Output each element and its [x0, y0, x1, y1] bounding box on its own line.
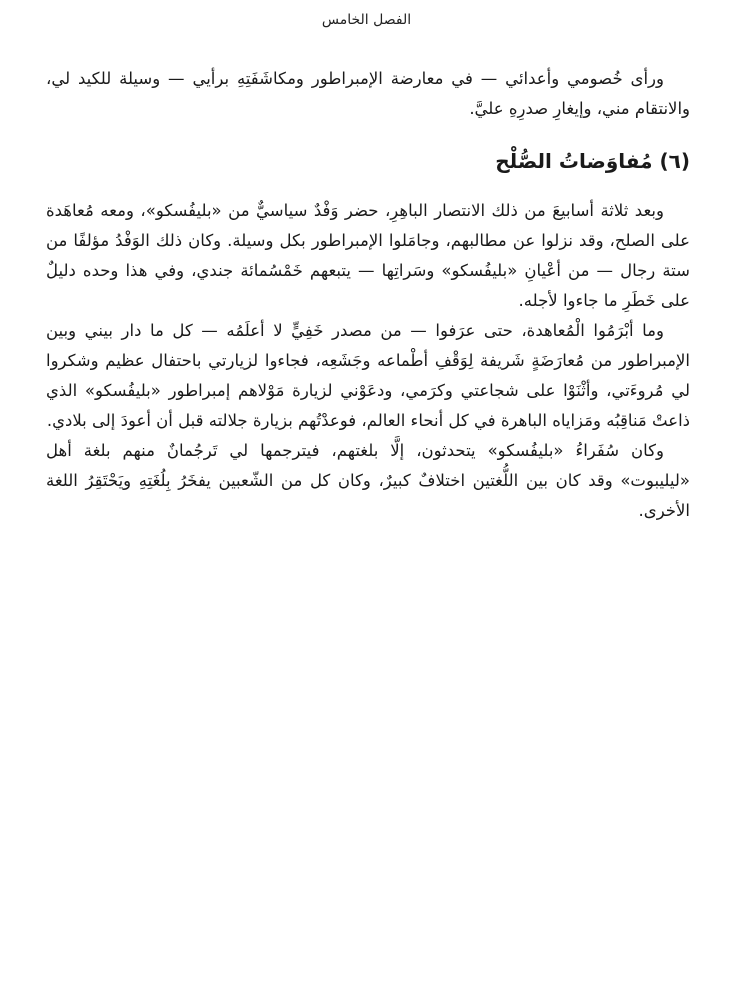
- paragraph: ورأى خُصومي وأعدائي — في معارضة الإمبراطور ومكاشَفَتِهِ برأيي — وسيلة للكيد لي، والانتقام مني، وإيغارِ صدرِهِ عليَّ.: [46, 69, 690, 118]
- section-heading: (٦) مُفاوَضاتُ الصُّلْح: [495, 149, 690, 173]
- page-body: [46, 64, 690, 526]
- paragraph: وما أبْرَمُوا الْمُعاهدة، حتى عرَفوا — من مصدر خَفِيٍّ لا أعلَمُه — كل ما دار بيني وبين الإمبراطور من مُعارَضَةٍ شَريفة لِوَقْفِ أطْماعه وجَشَعِه، فجاءوا لزيارتي باحتفال عظيم وشكروا لي مُروءَتي، وأثْنَوْا على شجاعتي وكرَمي، ودعَوْني لزيارة مَوْلاهم إمبراطور «بليفُسكو» الذي ذاعتْ مَناقِبُه ومَزاياه الباهرة في كل أنحاء العالم، فوعدْتُهم بزيارة جلالته قبل أن أعودَ إلى بلادي.: [46, 321, 690, 430]
- paragraph: وكان سُفَراءُ «بليفُسكو» يتحدثون، إلَّا بلغتهم، فيترجمها لي تَرجُمانٌ منهم بلغة أهل «ليليبوت» وقد كان بين اللُّغتين اختلافٌ كبيرٌ، وكان كل من الشّعبين يفخَرُ بِلُغَتِهِ ويَحْتَقِرُ اللغة الأخرى.: [46, 441, 690, 520]
- paragraph: وبعد ثلاثة أسابيعَ من ذلك الانتصار الباهِرِ، حضر وَفْدٌ سياسيٌّ من «بليفُسكو»، ومعه مُعاهَدة على الصلح، وقد نزلوا عن مطالبهم، وجامَلوا الإمبراطور بكل وسيلة. وكان ذلك الوَفْدُ مؤلفًا من ستة رجال — من أعْيانِ «بليفُسكو» وسَراتِها — يتبعهم خَمْسُمائة جندي، وفي هذا وحده دليلٌ على خَطَرِ ما جاءوا لأجله.: [46, 201, 690, 310]
- running-header: الفصل الخامس: [321, 12, 412, 28]
